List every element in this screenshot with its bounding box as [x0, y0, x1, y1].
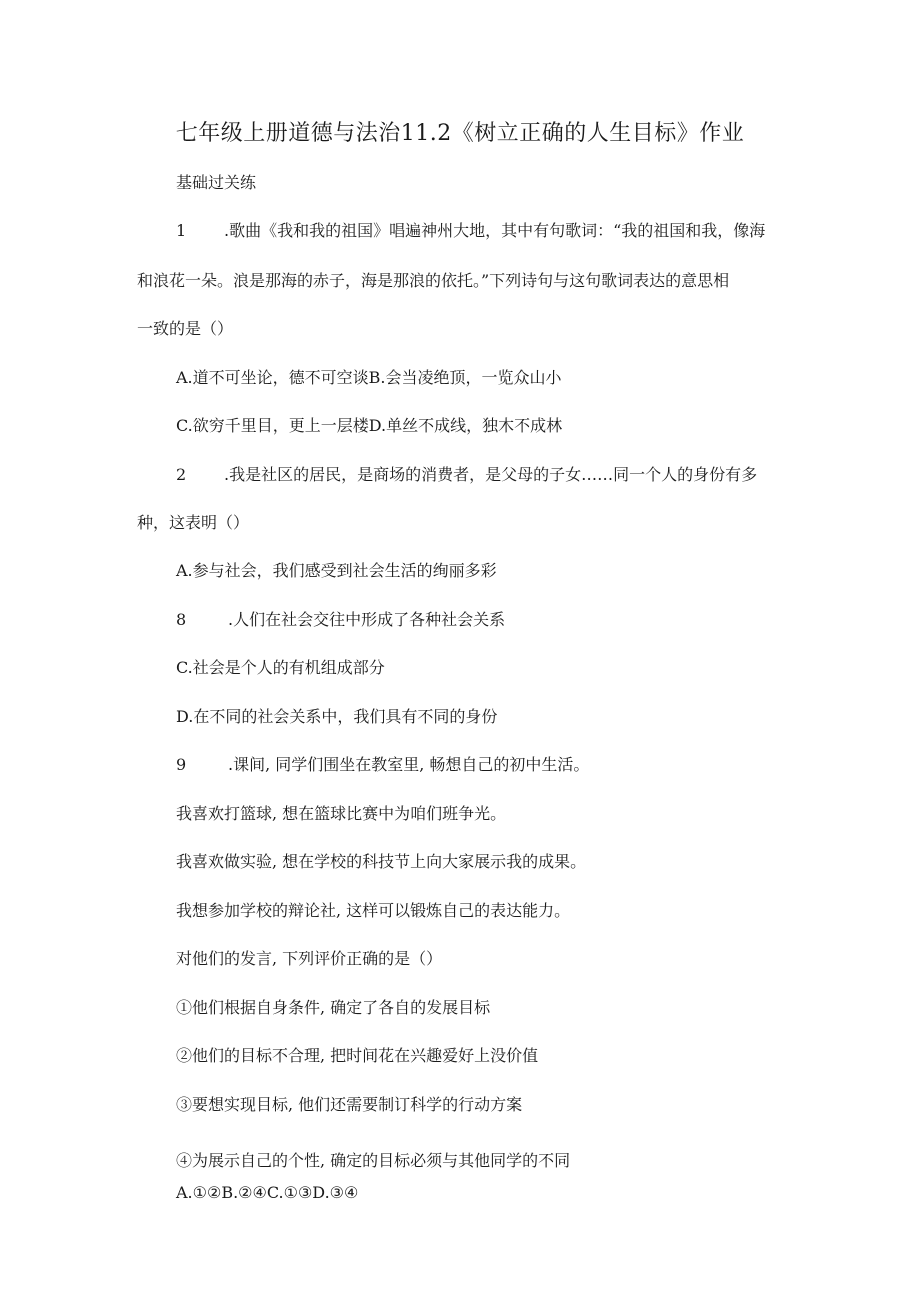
q3-choice-1: ①他们根据自身条件, 确定了各自的发展目标	[176, 998, 491, 1017]
q3-statement-2: 我喜欢做实验, 想在学校的科技节上向大家展示我的成果。	[176, 852, 587, 871]
q2-line2: 种，这表明（）	[137, 513, 250, 532]
q2-option-b-number: 8	[176, 610, 187, 629]
q3-statement-1: 我喜欢打篮球, 想在篮球比赛中为咱们班争光。	[176, 804, 507, 823]
q3-statement-3: 我想参加学校的辩论社, 这样可以锻炼自己的表达能力。	[176, 901, 571, 920]
q3-text-line1: .课间, 同学们围坐在教室里, 畅想自己的初中生活。	[228, 755, 590, 774]
document-title: 七年级上册道德与法治11.2《树立正确的人生目标》作业	[175, 121, 745, 146]
q2-line1	[176, 462, 757, 485]
q3-choice-2: ②他们的目标不合理, 把时间花在兴趣爱好上没价值	[176, 1046, 539, 1065]
q2-number: 2	[176, 465, 187, 484]
q3-choice-4: ④为展示自己的个性, 确定的目标必须与其他同学的不同	[176, 1151, 571, 1170]
q2-option-b-text: .人们在社会交往中形成了各种社会关系	[228, 610, 506, 629]
q2-option-c: C.社会是个人的有机组成部分	[176, 658, 385, 677]
q3-answer-options: A.①②B.②④C.①③D.③④	[176, 1183, 359, 1202]
q3-choice-3: ③要想实现目标, 他们还需要制订科学的行动方案	[176, 1095, 523, 1114]
q2-option-a: A.参与社会，我们感受到社会生活的绚丽多彩	[176, 561, 497, 580]
q1-text-line1: .歌曲《我和我的祖国》唱遍神州大地，其中有句歌词：“我的祖国和我，像海	[224, 221, 766, 240]
q3-number: 9	[176, 755, 187, 774]
q1-line2: 和浪花一朵。浪是那海的赤子，海是那浪的依托。”下列诗句与这句歌词表达的意思相	[137, 271, 730, 290]
q1-options-ab: A.道不可坐论，德不可空谈B.会当凌绝顶，一览众山小	[176, 368, 562, 387]
q3-prompt: 对他们的发言, 下列评价正确的是（）	[176, 949, 443, 968]
q3-line1	[176, 752, 589, 775]
q1-number: 1	[176, 221, 187, 240]
q2-option-d: D.在不同的社会关系中，我们具有不同的身份	[176, 707, 498, 726]
section-heading: 基础过关练	[176, 173, 257, 192]
q1-line1	[176, 218, 765, 241]
q1-options-cd: C.欲穷千里目，更上一层楼D.单丝不成线，独木不成林	[176, 416, 563, 435]
q2-option-b	[176, 607, 505, 630]
q1-line3: 一致的是（）	[137, 319, 234, 338]
q2-text-line1: .我是社区的居民，是商场的消费者，是父母的子女……同一个人的身份有多	[224, 465, 758, 484]
